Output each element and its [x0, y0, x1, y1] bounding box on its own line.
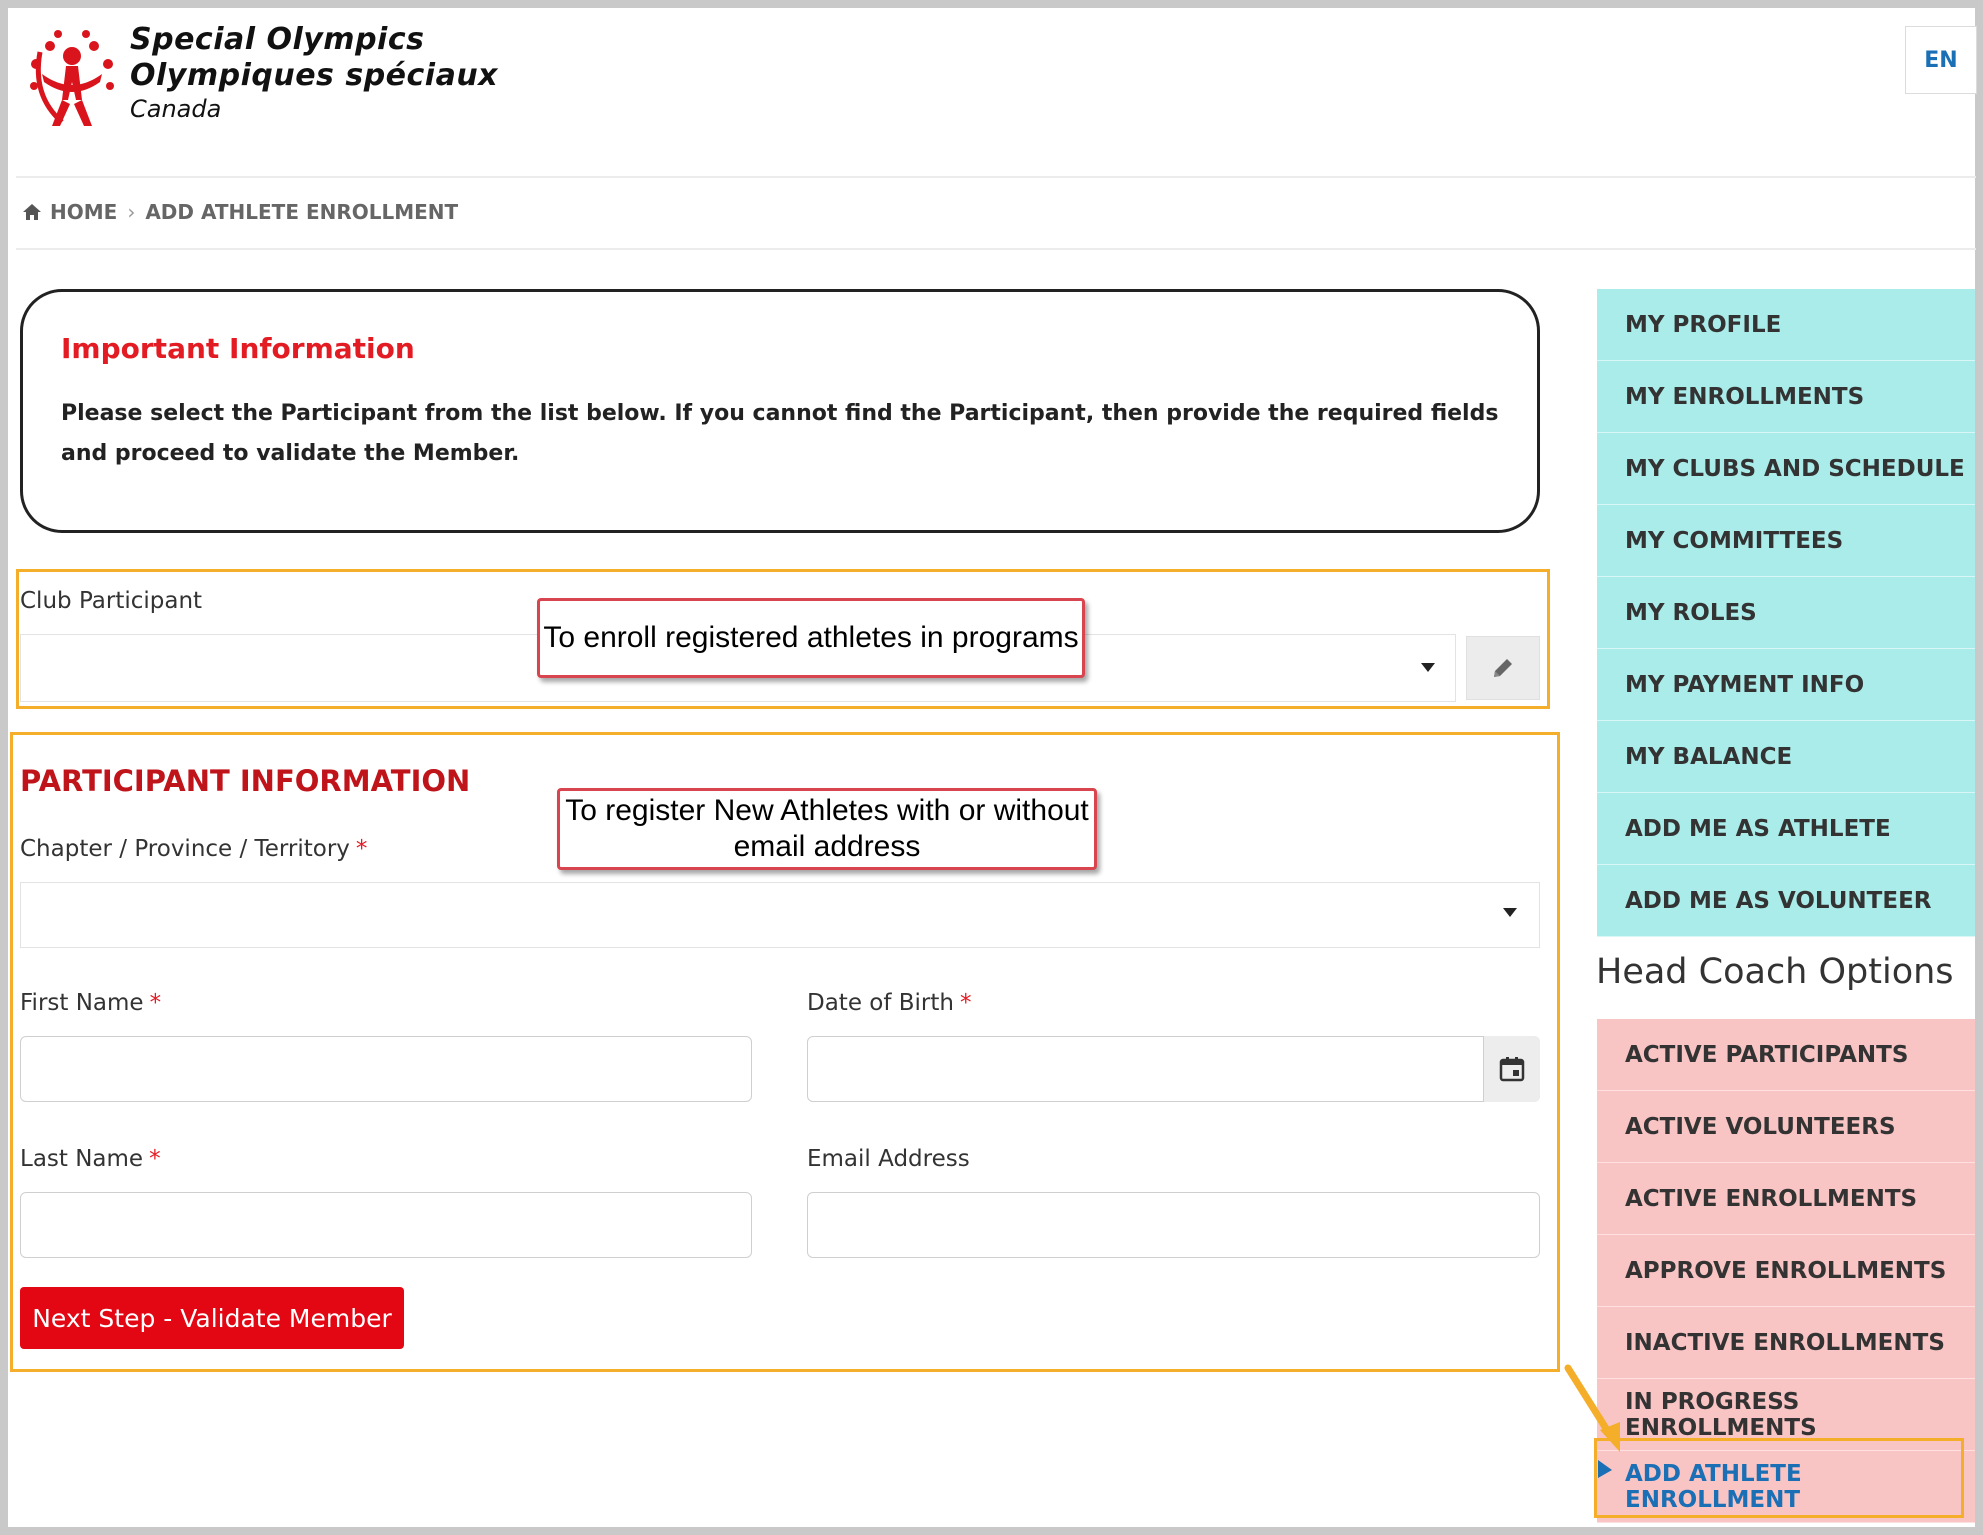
- sidebar-item-add-me-as-athlete[interactable]: ADD ME AS ATHLETE: [1597, 793, 1975, 865]
- sidebar-item-my-committees[interactable]: MY COMMITTEES: [1597, 505, 1975, 577]
- dob-input[interactable]: [807, 1036, 1540, 1102]
- breadcrumb-divider: [16, 248, 1976, 250]
- chapter-label-text: Chapter / Province / Territory: [20, 836, 350, 862]
- required-marker: *: [149, 990, 162, 1016]
- club-participant-dropdown-icon[interactable]: [1421, 663, 1435, 672]
- sidebar-item-my-roles[interactable]: MY ROLES: [1597, 577, 1975, 649]
- sidebar-item-my-balance[interactable]: MY BALANCE: [1597, 721, 1975, 793]
- sidebar-item-my-enrollments[interactable]: MY ENROLLMENTS: [1597, 361, 1975, 433]
- language-toggle-button[interactable]: EN: [1905, 26, 1977, 94]
- last-name-label: [20, 1146, 161, 1172]
- club-participant-label: Club Participant: [20, 588, 203, 614]
- date-picker-button[interactable]: [1483, 1036, 1540, 1102]
- sidebar-item-active-volunteers[interactable]: ACTIVE VOLUNTEERS: [1597, 1091, 1975, 1163]
- calendar-icon: [1498, 1055, 1526, 1083]
- logo-line-french: Olympiques spéciaux: [130, 58, 499, 93]
- my-account-menu: [1597, 289, 1975, 937]
- chapter-select[interactable]: [20, 882, 1540, 948]
- sidebar-item-inactive-enrollments[interactable]: INACTIVE ENROLLMENTS: [1597, 1307, 1975, 1379]
- dob-label: [807, 990, 971, 1016]
- last-name-input[interactable]: [20, 1192, 752, 1258]
- logo-wordmark[interactable]: [130, 22, 498, 124]
- important-info-text: Please select the Participant from the list below. If you cannot find the Participant, then provide the required fields and proceed to validate the Member.: [61, 401, 1499, 466]
- sidebar-item-add-athlete-enrollment[interactable]: ADD ATHLETE ENROLLMENT: [1597, 1451, 1975, 1523]
- special-olympics-logo-icon[interactable]: [22, 26, 122, 132]
- last-name-label-text: Last Name: [20, 1146, 144, 1172]
- head-coach-options-heading: Head Coach Options: [1596, 952, 1954, 992]
- sidebar-item-add-me-as-volunteer[interactable]: ADD ME AS VOLUNTEER: [1597, 865, 1975, 937]
- dob-label-text: Date of Birth: [807, 990, 954, 1016]
- first-name-label: [20, 990, 161, 1016]
- sidebar-item-active-participants[interactable]: ACTIVE PARTICIPANTS: [1597, 1019, 1975, 1091]
- sidebar-item-approve-enrollments[interactable]: APPROVE ENROLLMENTS: [1597, 1235, 1975, 1307]
- required-marker: *: [959, 990, 972, 1016]
- email-input[interactable]: [807, 1192, 1540, 1258]
- logo-line-english: Special Olympics: [130, 22, 425, 57]
- chapter-dropdown-icon[interactable]: [1503, 908, 1517, 917]
- email-label: Email Address: [807, 1146, 970, 1172]
- breadcrumb-current: ADD ATHLETE ENROLLMENT: [145, 200, 459, 224]
- breadcrumb-home-link[interactable]: HOME: [50, 200, 118, 224]
- breadcrumb: [22, 200, 458, 224]
- first-name-label-text: First Name: [20, 990, 144, 1016]
- pencil-icon: [1490, 655, 1516, 681]
- required-marker: *: [355, 836, 368, 862]
- first-name-input[interactable]: [20, 1036, 752, 1102]
- required-marker: *: [149, 1146, 161, 1172]
- annotation-arrow-icon: [1560, 1360, 1670, 1500]
- sidebar-item-my-profile[interactable]: MY PROFILE: [1597, 289, 1975, 361]
- important-info-panel: [20, 289, 1540, 533]
- edit-participant-button[interactable]: [1466, 636, 1540, 700]
- next-step-validate-button[interactable]: Next Step - Validate Member: [20, 1287, 404, 1349]
- participant-info-title: PARTICIPANT INFORMATION: [20, 764, 471, 798]
- home-icon[interactable]: [22, 203, 42, 221]
- sidebar-item-active-enrollments[interactable]: ACTIVE ENROLLMENTS: [1597, 1163, 1975, 1235]
- breadcrumb-chevron-icon: ›: [127, 200, 136, 224]
- header-divider: [16, 176, 1976, 178]
- sidebar-item-my-payment-info[interactable]: MY PAYMENT INFO: [1597, 649, 1975, 721]
- callout-register: To register New Athletes with or without email address: [557, 788, 1097, 870]
- logo-line-canada: Canada: [130, 95, 222, 123]
- sidebar-item-my-clubs-and-schedule[interactable]: MY CLUBS AND SCHEDULE: [1597, 433, 1975, 505]
- important-info-title: Important Information: [61, 332, 415, 365]
- sidebar-item-in-progress-enrollments[interactable]: IN PROGRESS ENROLLMENTS: [1597, 1379, 1975, 1451]
- callout-enroll: To enroll registered athletes in programs: [537, 598, 1085, 678]
- chapter-label: [20, 836, 367, 862]
